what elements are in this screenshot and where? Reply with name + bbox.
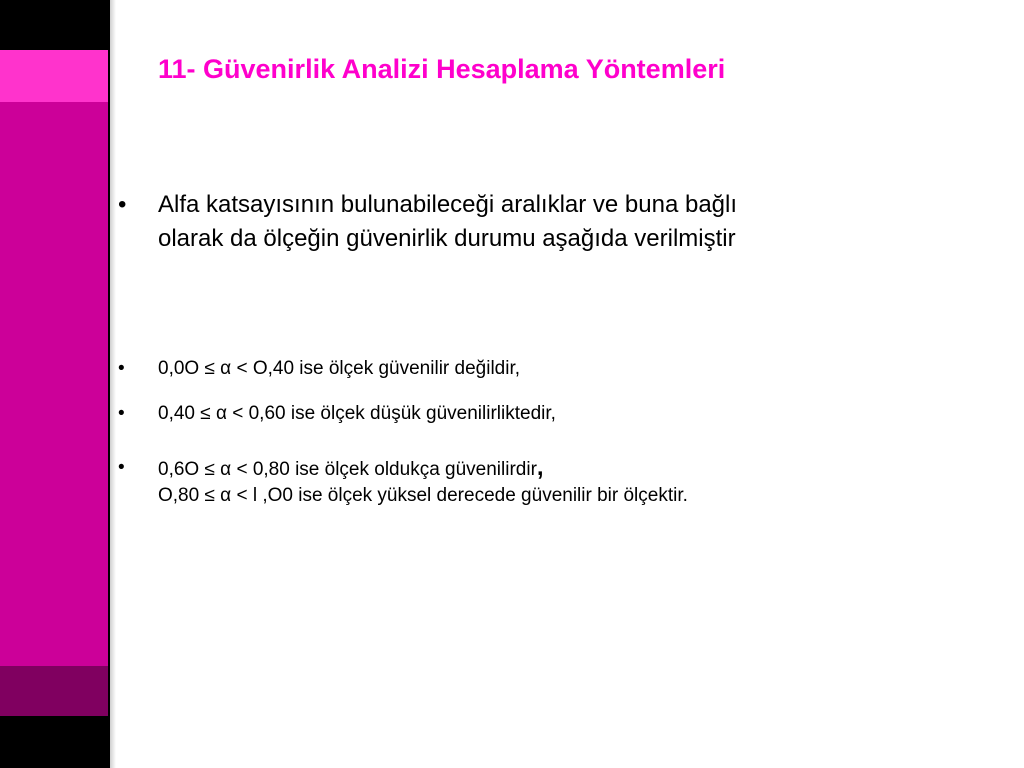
sidebar-shadow (110, 0, 116, 768)
sidebar-band-main (0, 102, 108, 666)
bullet-intro (118, 188, 998, 256)
bullet-dot: • (118, 358, 125, 379)
bullet-dot: • (118, 191, 127, 218)
range-4-text: O,80 ≤ α < l ,O0 ise ölçek yüksel derecede güvenilir bir ölçektir. (158, 485, 688, 506)
bullet-range-2 (118, 401, 998, 427)
sidebar-band-dark (0, 666, 108, 716)
range-1-text: 0,0O ≤ α < O,40 ise ölçek güvenilir değildir, (158, 358, 521, 379)
range-3-text: 0,6O ≤ α < 0,80 ise ölçek oldukça güvenilirdir (158, 459, 537, 480)
range-3-line (158, 455, 998, 483)
slide-title: 11- Güvenirlik Analizi Hesaplama Yöntemleri (158, 54, 726, 84)
intro-line-2: olarak da ölçeğin güvenirlik durumu aşağıda verilmiştir (158, 225, 736, 252)
bullet-dot: • (118, 457, 125, 478)
range-3-comma: , (536, 454, 544, 481)
bullet-range-1 (118, 356, 998, 382)
sidebar-band-light (0, 50, 108, 102)
bullet-range-3 (118, 455, 998, 509)
left-sidebar (0, 0, 110, 768)
range-2-text: 0,40 ≤ α < 0,60 ise ölçek düşük güvenilirliktedir, (158, 403, 556, 424)
intro-line-1: Alfa katsayısının bulunabileceği aralıklar ve buna bağlı (158, 191, 738, 218)
bullet-dot: • (118, 403, 125, 424)
